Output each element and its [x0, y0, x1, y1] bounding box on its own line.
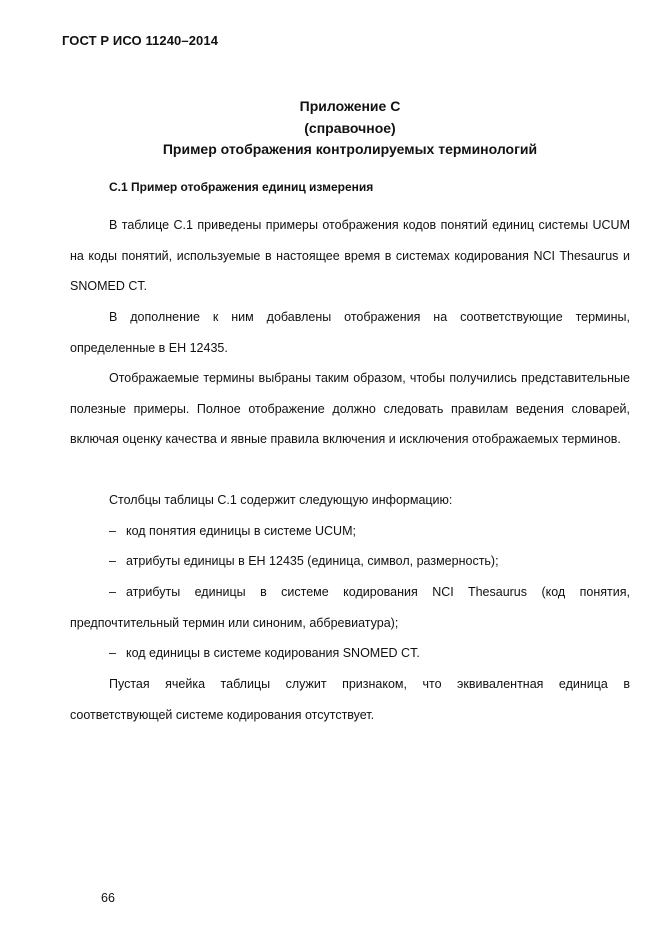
list-item-text: атрибуты единицы в системе кодирования NCI Thesaurus (код понятия, предпочтительный термин или синоним, аббревиатура);: [70, 585, 630, 630]
dash-marker: –: [109, 554, 116, 568]
paragraph: В таблице С.1 приведены примеры отображения кодов понятий единиц системы UCUM на коды понятий, используемые в настоящее время в системах кодирования NCI Thesaurus и SNOMED CT.: [70, 218, 630, 293]
dash-marker: –: [109, 646, 116, 660]
section-title: С.1 Пример отображения единиц измерения: [109, 180, 374, 194]
appendix-title: Приложение С: [299, 98, 401, 114]
paragraph: Столбцы таблицы С.1 содержит следующую информацию:: [109, 493, 453, 507]
list-item: [70, 577, 630, 638]
list-item: [109, 638, 420, 669]
list-item-text: код понятия единицы в системе UCUM;: [126, 524, 356, 538]
list-item-text: код единицы в системе кодирования SNOMED CT.: [126, 646, 420, 660]
standard-header: ГОСТ Р ИСО 11240–2014: [62, 33, 219, 48]
paragraph: Пустая ячейка таблицы служит признаком, что эквивалентная единица в соответствующей системе кодирования отсутствует.: [70, 677, 630, 722]
paragraph: Отображаемые термины выбраны таким образом, чтобы получились представительные полезные примеры. Полное отображение должно следовать правилам ведения словарей, включая оценку качества и явные правила включения и исключения отображаемых терминов.: [70, 371, 630, 446]
dash-marker: –: [109, 585, 116, 599]
list-item-text: атрибуты единицы в ЕН 12435 (единица, символ, размерность);: [126, 554, 499, 568]
appendix-type: (справочное): [304, 120, 396, 136]
list-item: [109, 516, 356, 547]
list-item: [109, 546, 499, 577]
page-number: 66: [101, 891, 115, 905]
paragraph: В дополнение к ним добавлены отображения на соответствующие термины, определенные в ЕН 12435.: [70, 310, 630, 355]
appendix-name: Пример отображения контролируемых терминологий: [162, 141, 538, 157]
dash-marker: –: [109, 524, 116, 538]
